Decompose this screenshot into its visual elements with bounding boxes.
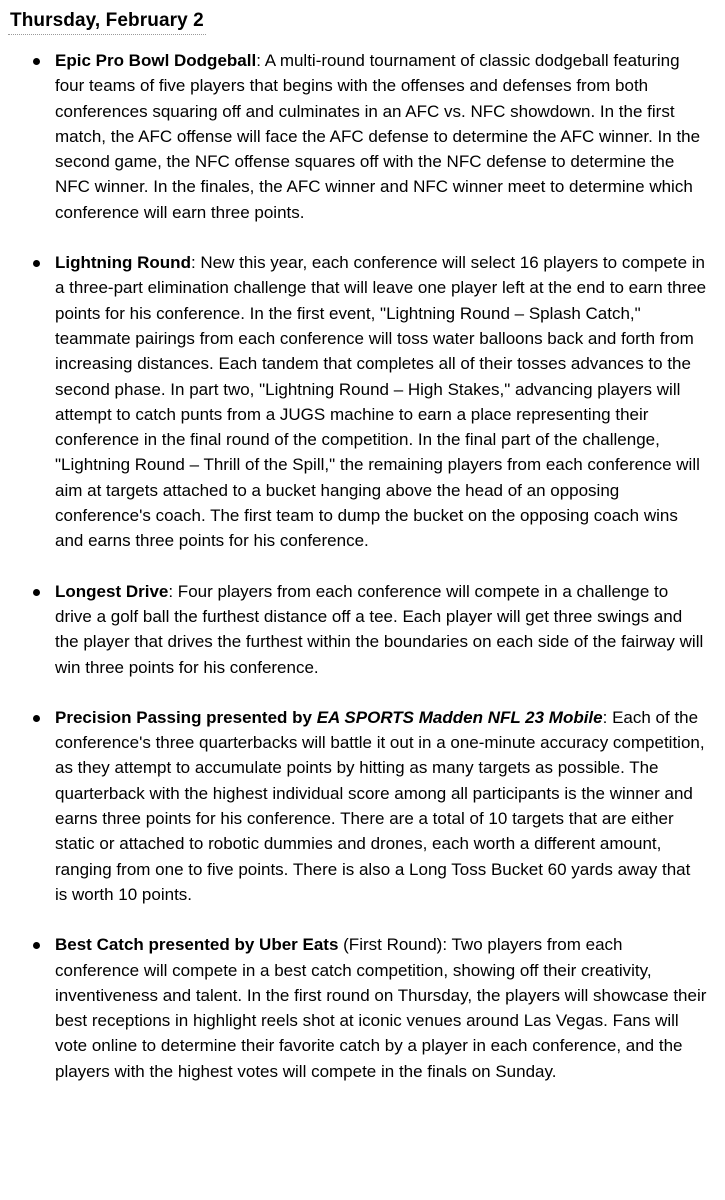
bullet-icon <box>33 589 40 596</box>
event-precision-passing <box>0 705 725 907</box>
bullet-icon <box>33 942 40 949</box>
event-description: (First Round): Two players from each conference will compete in a best catch competition, showing off their creativity, inventiveness and talent. In the first round on Thursday, the players will showcase their best receptions in highlight reels shot at iconic venues around Las Vegas. Fans will vote online to determine their favorite catch by a player in each conference, and the players with the highest votes will compete in the finals on Sunday. <box>55 935 707 1081</box>
event-title: Epic Pro Bowl Dodgeball <box>55 51 257 70</box>
event-title: Best Catch presented by Uber Eats <box>55 935 339 955</box>
bullet-icon <box>33 260 40 267</box>
event-description: : New this year, each conference will select 16 players to compete in a three-part elimination challenge that will leave one player left at the end to earn three points for his conference. In the first event, "Lightning Round – Splash Catch," teammate pairings from each conference will toss water balloons back and forth from increasing distances. Each tandem that completes all of their tosses advances to the second phase. In part two, "Lightning Round – High Stakes," advancing players will attempt to catch punts from a JUGS machine to earn a place representing their conference in the final round of the competition. In the final part of the challenge, "Lightning Round – Thrill of the Spill," the remaining players from each conference will aim at targets attached to a bucket hanging above the head of an opposing conference's coach. The first team to dump the bucket on the opposing coach wins and earns three points for his conference. <box>55 253 707 551</box>
event-longest-drive <box>0 579 725 680</box>
event-description: : Four players from each conference will compete in a challenge to drive a golf ball the furthest distance off a tee. Each player will get three swings and the player that drives the furthest within the boundaries on each side of the fairway will win three points for his conference. <box>55 581 704 677</box>
event-title: Precision Passing presented by <box>55 707 317 727</box>
bullet-icon <box>33 58 40 65</box>
page-heading: Thursday, February 2 <box>8 8 206 35</box>
event-title: Lightning Round <box>55 253 191 273</box>
event-sponsor-title: EA SPORTS Madden NFL 23 Mobile <box>316 707 603 727</box>
event-description: : Each of the conference's three quarterbacks will battle it out in a one-minute accuracy competition, as they attempt to accumulate points by hitting as many targets as possible. The quarterback with the highest individual score among all participants is the winner and earns three points for his conference. There are a total of 10 targets that are either static or attached to robotic dummies and drones, each worth a different amount, ranging from one to five points. There is also a Long Toss Bucket 60 yards away that is worth 10 points. <box>55 707 705 904</box>
event-best-catch <box>0 932 725 1084</box>
event-dodgeball <box>0 48 725 225</box>
event-list <box>0 48 725 1109</box>
event-title: Longest Drive <box>55 581 169 601</box>
event-lightning-round <box>0 250 725 554</box>
event-description: : A multi-round tournament of classic dodgeball featuring four teams of five players that begins with the offenses and defenses from both conferences squaring off and culminates in an AFC vs. NFC showdown. In the first match, the AFC offense will face the AFC defense to determine the AFC winner. In the second game, the NFC offense squares off with the NFC defense to determine the NFC winner. In the finales, the AFC winner and NFC winner meet to determine which conference will earn three points. <box>55 51 701 222</box>
bullet-icon <box>33 715 40 722</box>
